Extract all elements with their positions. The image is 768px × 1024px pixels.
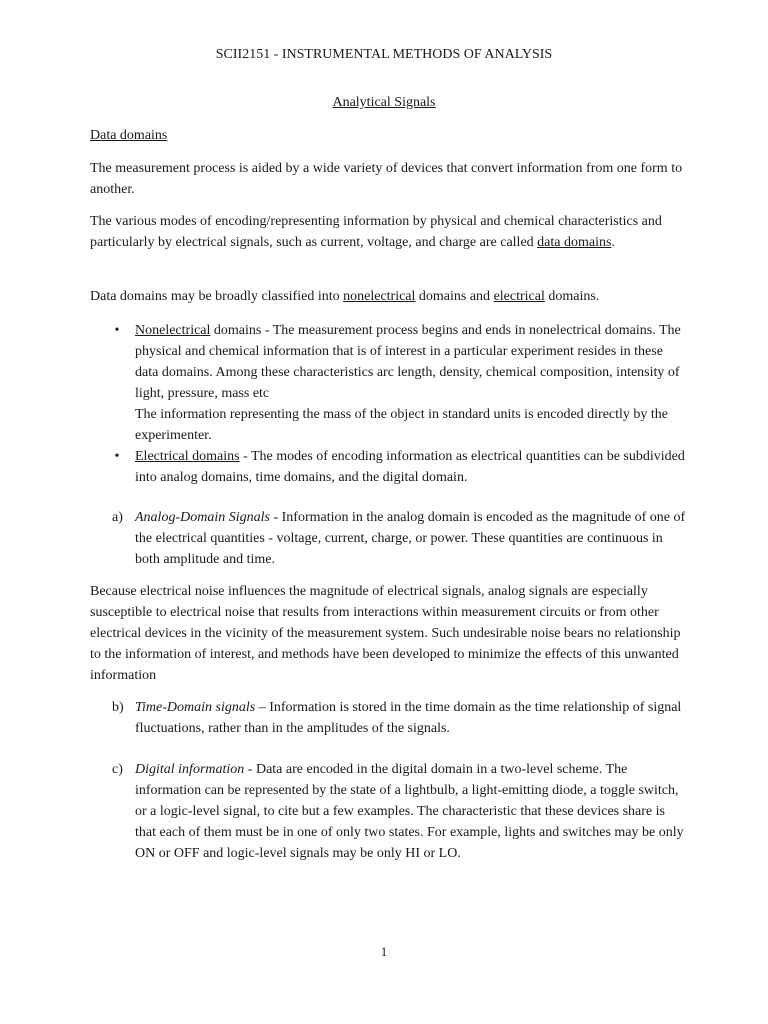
list-letter: c): [112, 762, 123, 777]
lettered-item-body: [135, 697, 687, 739]
lettered-term: Analog-Domain Signals: [135, 510, 270, 525]
bullet-term: Nonelectrical: [135, 323, 211, 338]
lettered-item-body: [135, 507, 687, 570]
classification-text-end: domains.: [544, 289, 600, 304]
bullet-text: domains - The measurement process begins and ends in nonelectrical domains. The physical and chemical information that is of interest in a particular experiment resides in these data domains. Among these characteristics arc length, density, chemical composition, intensity of light, pressure, mass etc: [135, 323, 681, 401]
classification-text-middle: domains and: [415, 289, 494, 304]
paragraph-encoding-end: .: [611, 235, 615, 250]
list-letter: a): [112, 510, 123, 525]
electrical-term: electrical: [493, 289, 545, 304]
paragraph-encoding-text: The various modes of encoding/representing information by physical and chemical characteristics and particularly by electrical signals, such as current, voltage, and charge are called: [90, 214, 662, 250]
classification-text-start: Data domains may be broadly classified into: [90, 289, 344, 304]
document-header: SCII2151 - INSTRUMENTAL METHODS OF ANALYSIS: [215, 47, 553, 62]
paragraph-classification: [90, 286, 690, 307]
page-title: [0, 92, 768, 113]
bullet-marker: •: [114, 323, 120, 338]
lettered-item-c: [112, 759, 687, 864]
lettered-item-body: [135, 759, 687, 864]
lettered-item-b: [112, 697, 687, 739]
data-domains-term: data domains: [537, 235, 612, 250]
lettered-item-a: [112, 507, 687, 570]
bullet-list: [112, 320, 687, 488]
bullet-text: - The modes of encoding information as electrical quantities can be subdivided into analog domains, time domains, and the digital domain.: [135, 449, 685, 485]
page-title-text: Analytical Signals: [332, 95, 436, 110]
paragraph-intro: The measurement process is aided by a wide variety of devices that convert information from one form to another.: [90, 161, 683, 197]
bullet-term: Electrical domains: [135, 449, 240, 464]
lettered-term: Time-Domain signals: [135, 700, 256, 715]
paragraph-noise: Because electrical noise influences the magnitude of electrical signals, analog signals are especially susceptible to electrical noise that results from interactions within measurement circuits or from other electrical devices in the vicinity of the measurement system. Such undesirable noise bears no relationship to the information of interest, and methods have been developed to minimize the effects of this unwanted information: [90, 584, 681, 683]
lettered-text: - Data are encoded in the digital domain in a two-level scheme. The information can be represented by the state of a lightbulb, a light-emitting diode, a toggle switch, or a logic-level signal, to cite but a few examples. The characteristic that these devices share is that each of them must be in one of only two states. For example, lights and switches may be only ON or OFF and logic-level signals may be only HI or LO.: [135, 762, 684, 861]
lettered-term: Digital information: [135, 762, 245, 777]
lettered-text: - Information in the analog domain is encoded as the magnitude of one of the electrical quantities - voltage, current, charge, or power. These quantities are continuous in both amplitude and time.: [135, 510, 686, 567]
section-heading-text: Data domains: [90, 128, 168, 143]
bullet-marker: •: [114, 449, 120, 464]
page-number: 1: [380, 944, 388, 959]
list-letter: b): [112, 700, 124, 715]
list-item: [112, 446, 687, 488]
list-item: [112, 320, 687, 446]
paragraph-encoding: [90, 211, 690, 253]
nonelectrical-term: nonelectrical: [343, 289, 416, 304]
bullet-extra-text: The information representing the mass of the object in standard units is encoded directly by the experimenter.: [135, 407, 669, 443]
lettered-text: – Information is stored in the time domain as the time relationship of signal fluctuations, rather than in the amplitudes of the signals.: [135, 700, 682, 736]
section-heading: [90, 125, 690, 146]
